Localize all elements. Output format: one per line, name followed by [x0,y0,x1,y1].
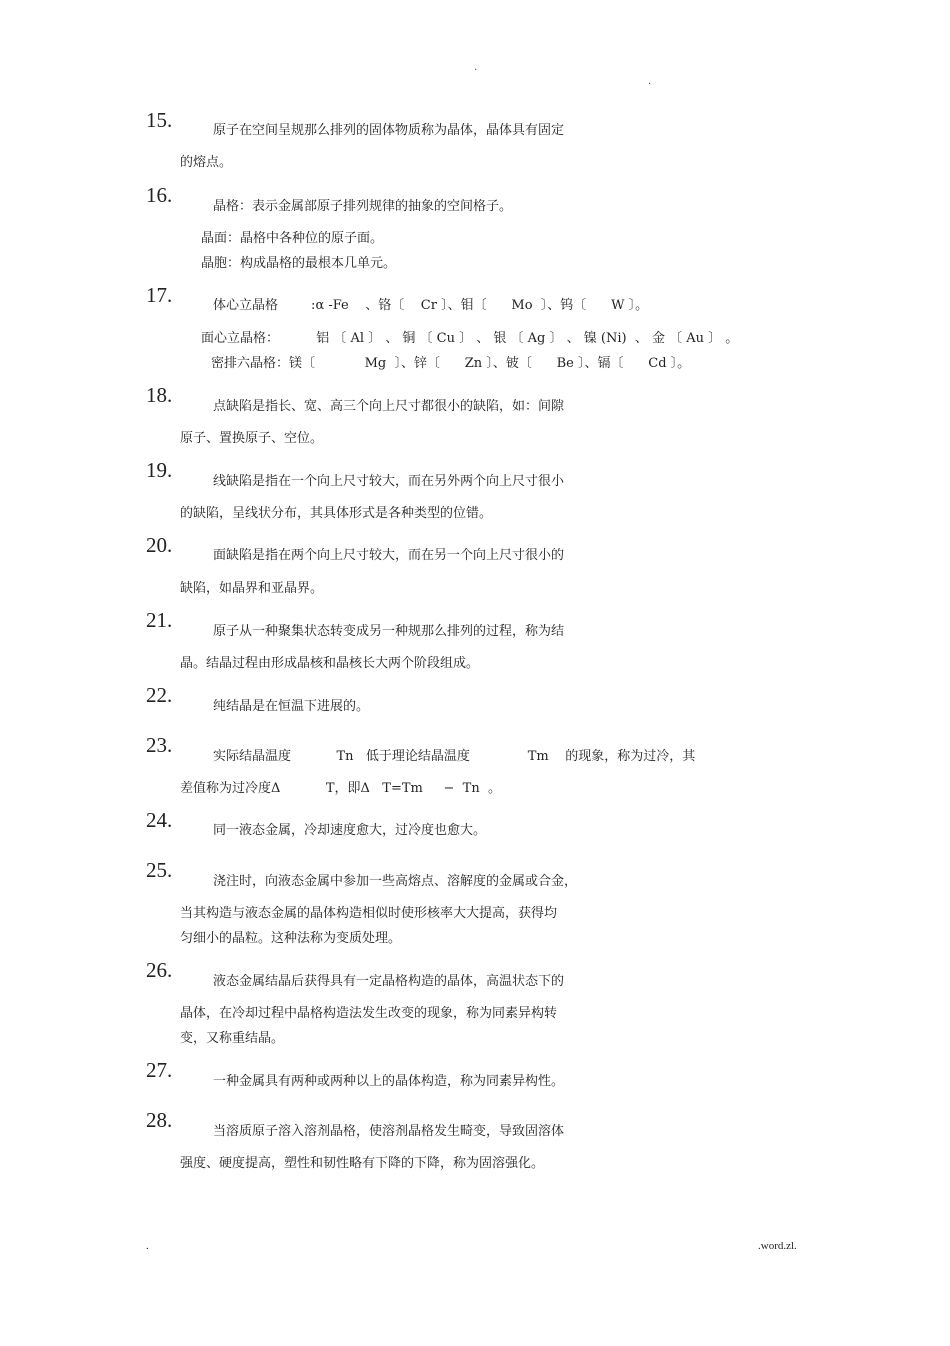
item-line: 面心立晶格： 铝 〔 Al 〕 、 铜 〔 Cu 〕 、 银 〔 Ag 〕 、 镍 (Ni) 、 金 〔 Au 〕 。 [201,331,739,346]
item-line: 线缺陷是指在一个向上尺寸较大，而在另外两个向上尺寸很小 [213,474,565,489]
item-line: 匀细小的晶粒。这种法称为变质处理。 [180,931,402,946]
item-number: 28. [146,1108,173,1132]
item-line: 浇注时，向液态金属中参加一些高熔点、溶解度的金属或合金， [213,874,578,889]
item-line: 晶格：表示金属部原子排列规律的抽象的空间格子。 [213,199,513,214]
item-line: 一种金属具有两种或两种以上的晶体构造，称为同素异构性。 [213,1074,565,1089]
item-number: 20. [146,533,173,557]
item-line: 面缺陷是指在两个向上尺寸较大，而在另一个向上尺寸很小的 [213,548,565,563]
item-line: 缺陷，如晶界和亚晶界。 [180,581,324,596]
item-line: 晶。结晶过程由形成晶核和晶核长大两个阶段组成。 [180,656,480,671]
footer-left-mark: . [146,1240,149,1252]
item-number: 26. [146,958,173,982]
item-line: 当其构造与液态金属的晶体构造相似时使形核率大大提高，获得均 [180,906,558,921]
item-line: 差值称为过冷度Δ T，即Δ T=Tm − Tn 。 [180,781,501,796]
item-number: 27. [146,1058,173,1082]
item-line: 变，又称重结晶。 [180,1031,285,1046]
item-line: 的缺陷，呈线状分布，其具体形式是各种类型的位错。 [180,506,493,521]
item-line: 强度、硬度提高，塑性和韧性略有下降的下降，称为固溶强化。 [180,1156,545,1171]
item-line: 液态金属结晶后获得具有一定晶格构造的晶体，高温状态下的 [213,974,565,989]
item-line: 原子在空间呈规那么排列的固体物质称为晶体，晶体具有固定 [213,123,565,138]
item-line: 实际结晶温度 Tn 低于理论结晶温度 Tm 的现象，称为过冷，其 [213,749,696,764]
item-line: 晶体，在冷却过程中晶格构造法发生改变的现象，称为同素异构转 [180,1006,558,1021]
item-line: 同一液态金属，冷却速度愈大，过冷度也愈大。 [213,823,487,838]
item-line: 体心立晶格 :α -Fe 、铬〔 Cr 〕、钼〔 Mo 〕、钨〔 W 〕。 [213,298,649,313]
item-number: 23. [146,733,173,757]
item-line: 密排六晶格：镁〔 Mg 〕、锌〔 Zn 〕、铍〔 Be 〕、镉〔 Cd 〕。 [211,356,691,371]
item-number: 18. [146,383,173,407]
item-number: 22. [146,683,173,707]
item-line: 纯结晶是在恒温下进展的。 [213,699,370,714]
item-line: 晶胞：构成晶格的最根本几单元。 [201,256,397,271]
item-number: 16. [146,183,173,207]
item-number: 17. [146,283,173,307]
item-number: 21. [146,608,173,632]
item-line: 点缺陷是指长、宽、高三个向上尺寸都很小的缺陷，如：间隙 [213,399,565,414]
header-dot-2: . [648,76,652,87]
item-number: 24. [146,808,173,832]
item-number: 15. [146,108,173,132]
item-line: 原子、置换原子、空位。 [180,431,324,446]
footer-right-text: .word.zl. [758,1240,797,1252]
item-line: 的熔点。 [180,155,233,170]
item-line: 当溶质原子溶入溶剂晶格，使溶剂晶格发生畸变，导致固溶体 [213,1124,565,1139]
header-dot-1: . [474,62,478,73]
item-line: 晶面：晶格中各种位的原子面。 [201,231,384,246]
item-number: 19. [146,458,173,482]
item-line: 原子从一种聚集状态转变成另一种规那么排列的过程，称为结 [213,624,565,639]
item-number: 25. [146,858,173,882]
